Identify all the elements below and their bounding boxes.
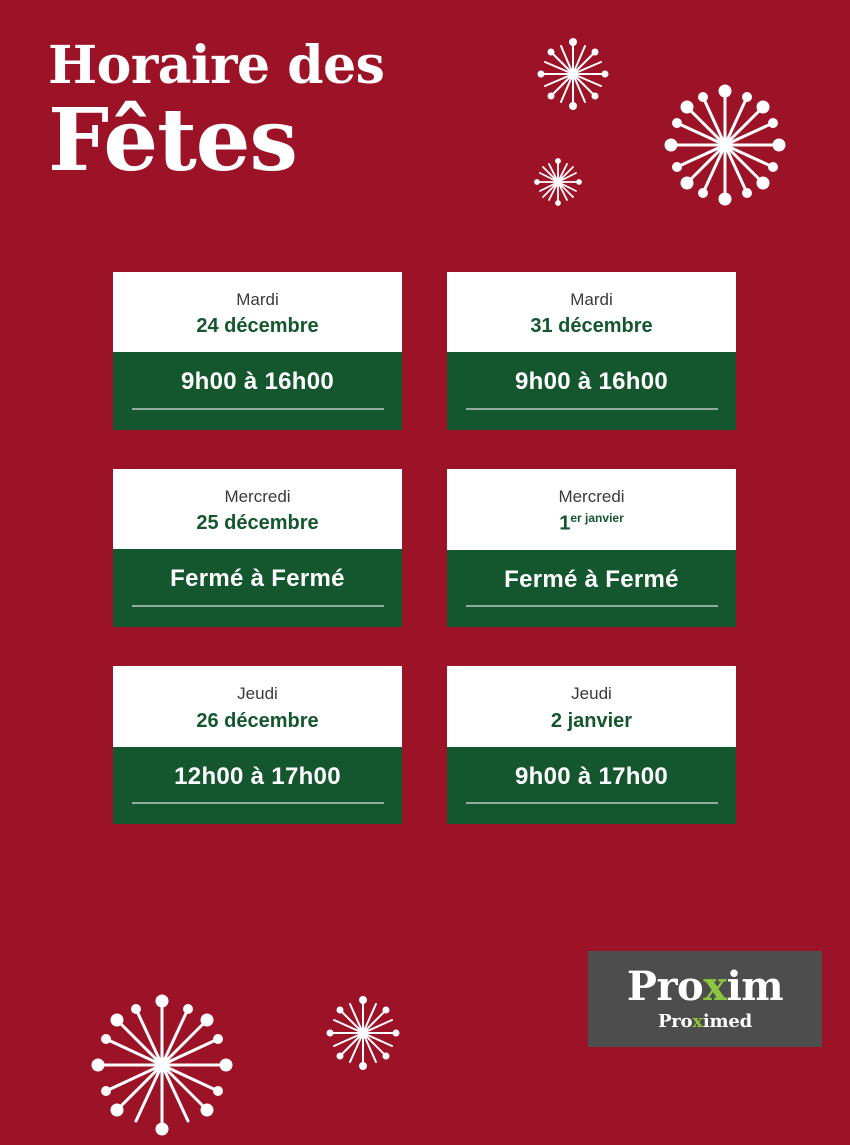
- schedule-card-date: [457, 709, 726, 733]
- schedule-card-day: Mercredi: [558, 486, 625, 506]
- schedule-card-hours-panel: [447, 550, 736, 627]
- title-line-2: Fêtes: [48, 90, 297, 191]
- schedule-card: [447, 469, 736, 627]
- schedule-card-date-text: 1: [559, 512, 571, 535]
- logo-sub-prefix: Pro: [657, 1011, 693, 1032]
- schedule-card-hours: Fermé à Fermé: [170, 565, 345, 593]
- schedule-card-date-text: 24 décembre: [196, 315, 319, 338]
- snowflake-tiny-top-icon: [531, 155, 585, 209]
- schedule-card-hours: Fermé à Fermé: [504, 565, 679, 593]
- schedule-card-hours: 12h00 à 17h00: [174, 762, 341, 790]
- schedule-card-header: [447, 469, 736, 550]
- snowflake-small-top-icon: [533, 34, 613, 114]
- schedule-card: [113, 469, 402, 627]
- schedule-card-header: [113, 272, 402, 352]
- proxim-logo: [588, 951, 822, 1047]
- logo-subwordmark: [658, 1013, 752, 1031]
- schedule-card-date-suffix: er janvier: [570, 511, 624, 526]
- schedule-card: [447, 666, 736, 824]
- schedule-card-hours: 9h00 à 17h00: [514, 762, 669, 790]
- snowflake-medium-bottom-icon: [320, 990, 406, 1076]
- schedule-card-day: Jeudi: [571, 684, 612, 704]
- page-title: [48, 35, 385, 191]
- schedule-card-underline: [132, 605, 384, 607]
- schedule-card-date: [457, 314, 726, 338]
- schedule-card-hours-panel: [113, 352, 402, 429]
- schedule-card-underline: [132, 408, 384, 410]
- schedule-card: [113, 666, 402, 824]
- schedule-card-day: Jeudi: [237, 684, 278, 704]
- schedule-card-day: Mardi: [570, 290, 613, 309]
- schedule-card-date: [457, 511, 726, 536]
- schedule-card-hours-panel: [447, 352, 736, 429]
- schedule-card-underline: [466, 605, 718, 607]
- schedule-card-date: [123, 314, 392, 338]
- schedule-card-day: Mercredi: [224, 486, 291, 506]
- schedule-card-hours: 9h00 à 16h00: [514, 368, 669, 396]
- schedule-card-date: [123, 511, 392, 535]
- schedule-card-hours-panel: [113, 747, 402, 824]
- snowflake-large-bottom-icon: [82, 985, 242, 1145]
- title-line-1: Horaire des: [48, 35, 385, 96]
- schedule-card-header: [113, 666, 402, 746]
- logo-sub-suffix: imed: [702, 1011, 753, 1032]
- schedule-card-date-text: 2 janvier: [550, 709, 633, 732]
- logo-x-accent: x: [703, 963, 727, 1010]
- schedule-card-header: [447, 666, 736, 746]
- schedule-card-date-text: 25 décembre: [196, 512, 319, 535]
- schedule-card-header: [113, 469, 402, 549]
- logo-suffix: im: [726, 963, 784, 1010]
- schedule-card: [447, 272, 736, 430]
- schedule-card-hours: 9h00 à 16h00: [180, 368, 335, 396]
- schedule-card-underline: [466, 802, 718, 804]
- schedule-card-underline: [132, 802, 384, 804]
- schedule-card-date-text: 31 décembre: [530, 315, 653, 338]
- schedule-card-hours-panel: [113, 549, 402, 626]
- schedule-grid: [113, 272, 737, 824]
- snowflake-large-top-icon: [655, 75, 795, 215]
- schedule-card-day: Mardi: [236, 290, 279, 309]
- schedule-card-hours-panel: [447, 747, 736, 824]
- logo-wordmark: [626, 963, 784, 1010]
- logo-sub-x-accent: x: [692, 1011, 703, 1032]
- schedule-card-underline: [466, 408, 718, 410]
- schedule-card-header: [447, 272, 736, 352]
- schedule-card-date: [123, 709, 392, 733]
- schedule-card: [113, 272, 402, 430]
- schedule-card-date-text: 26 décembre: [196, 709, 319, 732]
- logo-prefix: Pro: [626, 963, 704, 1010]
